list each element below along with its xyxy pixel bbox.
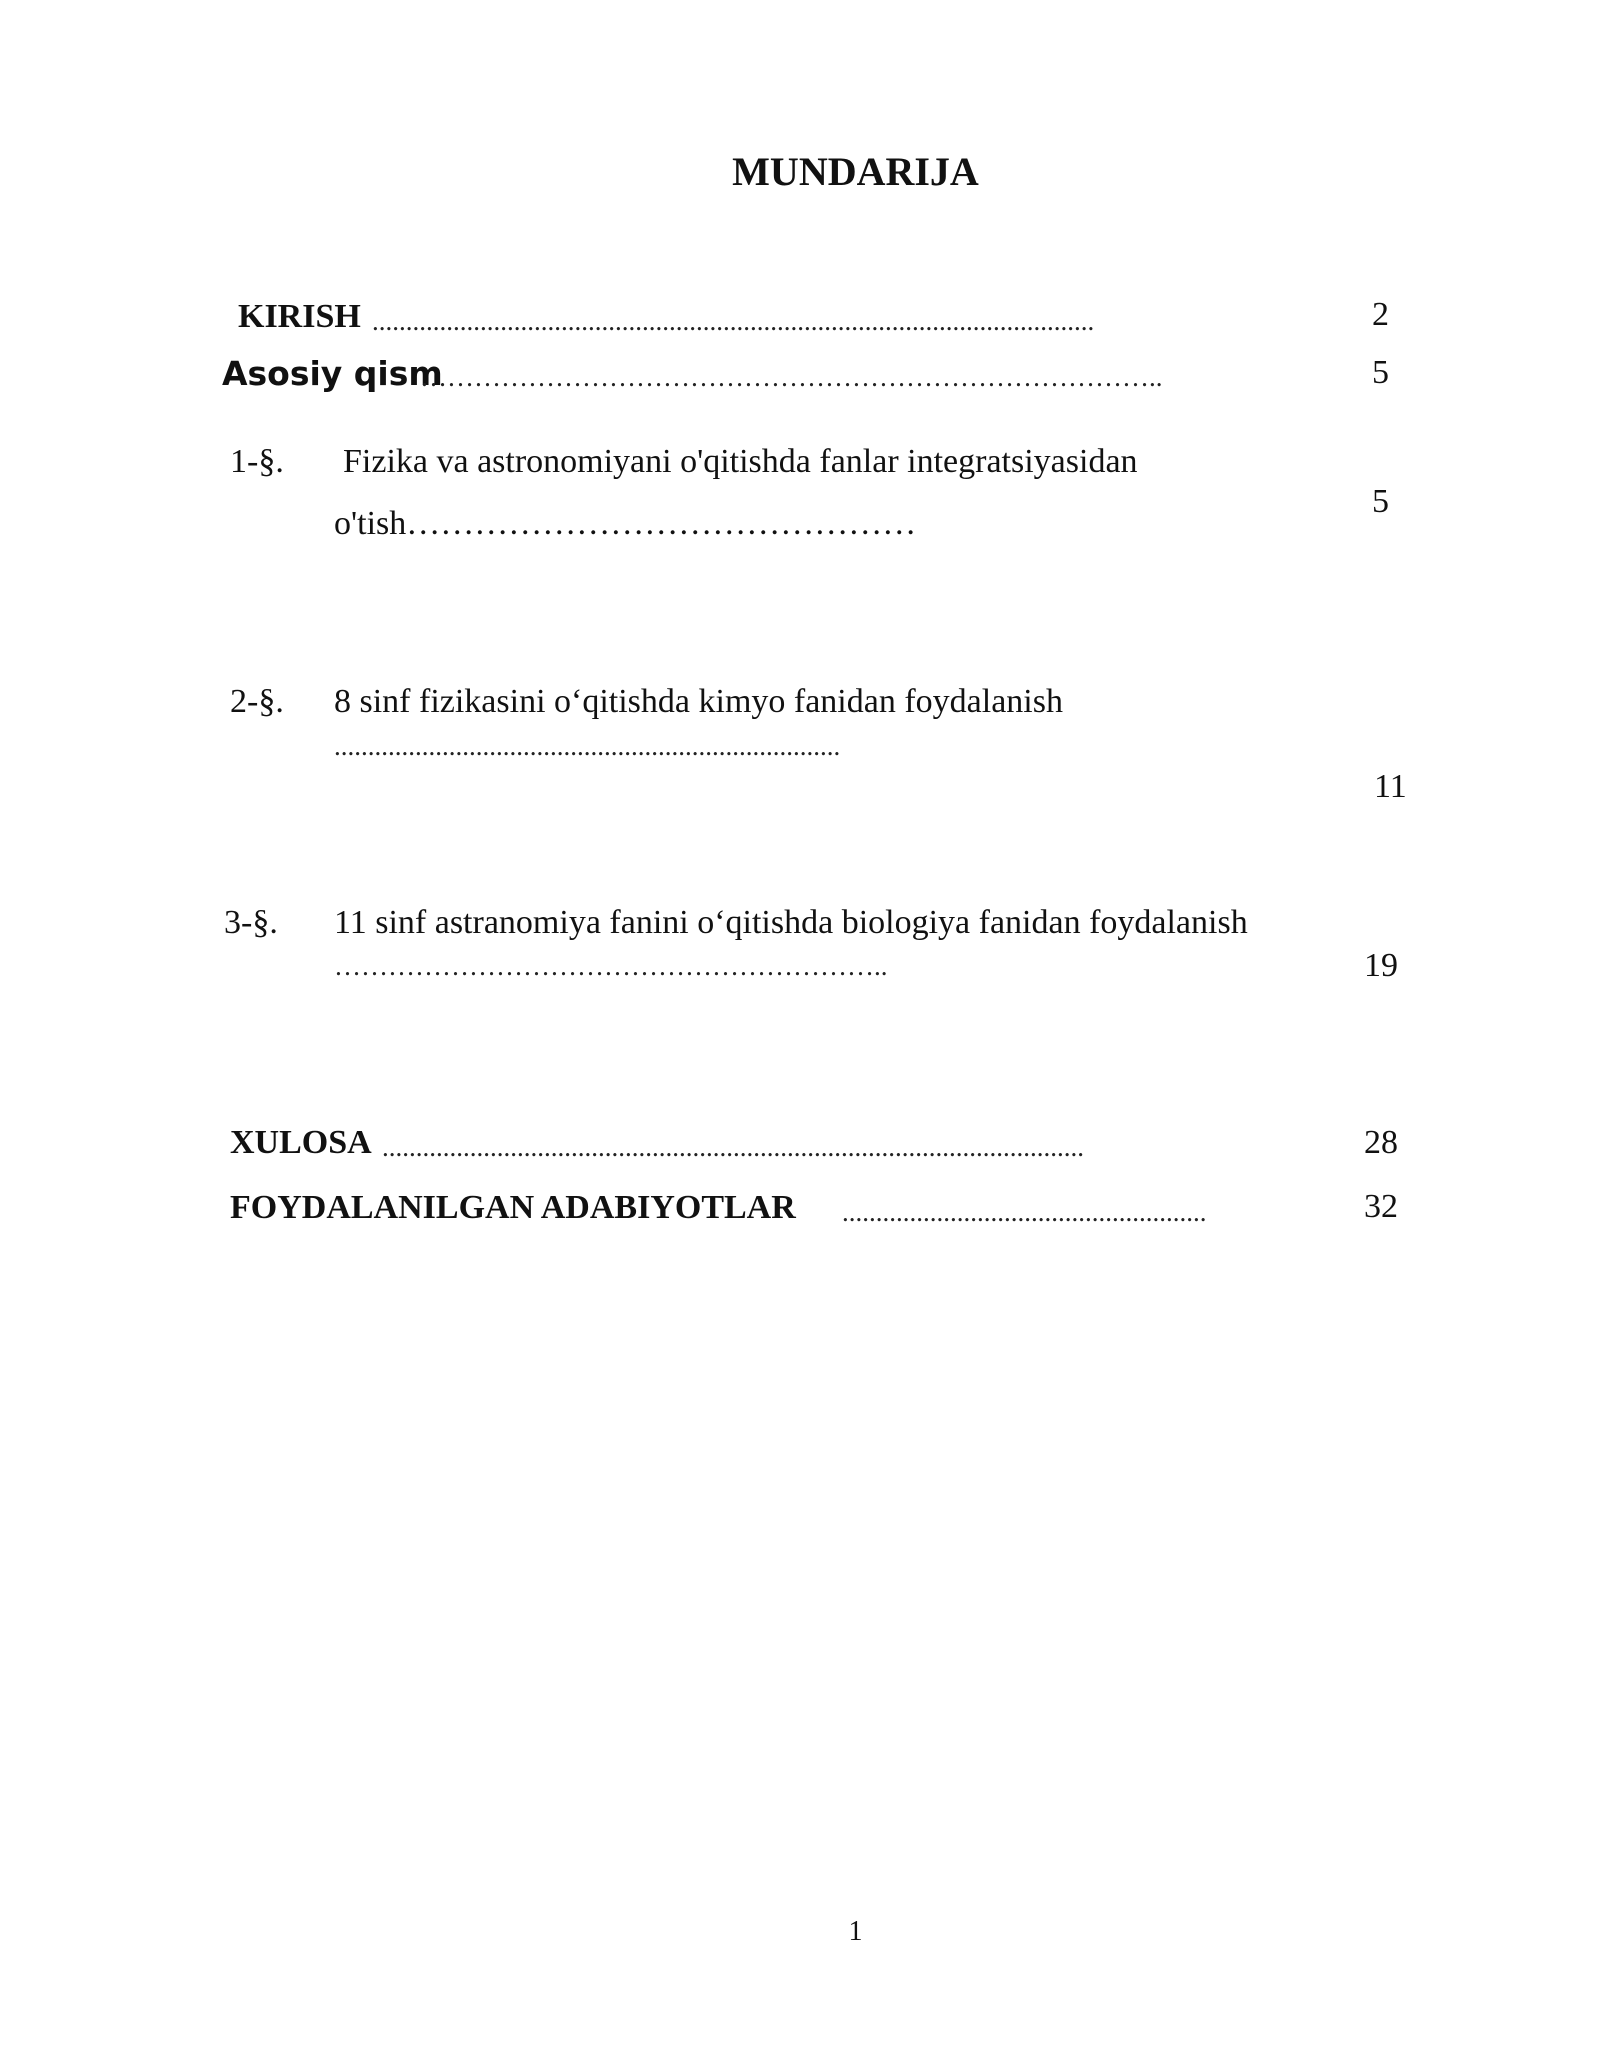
toc-label: XULOSA	[230, 1124, 372, 1161]
section-title: 8 sinf fizikasini o‘qitishda kimyo fanidan foydalanish	[334, 683, 1063, 720]
section-number: 3-§.	[224, 904, 278, 941]
section-number: 1-§.	[230, 443, 284, 480]
toc-leader-dots: ......................................................	[842, 1197, 1207, 1227]
toc-page-number: 11	[1374, 768, 1407, 805]
toc-label: Asosiy qism	[222, 354, 443, 393]
toc-leader-dots: ………………………………………………………………………..	[420, 362, 1163, 392]
toc-page-number: 32	[1364, 1188, 1398, 1225]
toc-page-number: 5	[1372, 483, 1389, 520]
toc-leader-dots: ...........................................................................................................	[372, 306, 1095, 336]
toc-leader-dots: ........................................................................................................	[382, 1132, 1084, 1162]
toc-page-number: 19	[1364, 947, 1398, 984]
section-title: Fizika va astronomiyani o'qitishda fanlar integratsiyasidan	[343, 443, 1138, 480]
toc-page-number: 2	[1372, 296, 1389, 333]
toc-leader-dots: ……………………………………………………..	[334, 951, 888, 981]
toc-page-number: 28	[1364, 1124, 1398, 1161]
toc-page-number: 5	[1372, 354, 1389, 391]
section-number: 2-§.	[230, 683, 284, 720]
section-title-continuation: o'tish………………………………………	[334, 505, 917, 542]
toc-leader-dots: ...........................................................................	[334, 731, 841, 761]
page-footer-number: 1	[848, 1916, 863, 1947]
page-title: MUNDARIJA	[732, 149, 979, 194]
toc-label: FOYDALANILGAN ADABIYOTLAR	[230, 1189, 796, 1226]
section-title: 11 sinf astranomiya fanini o‘qitishda biologiya fanidan foydalanish	[334, 904, 1248, 941]
toc-label: KIRISH	[238, 298, 361, 335]
